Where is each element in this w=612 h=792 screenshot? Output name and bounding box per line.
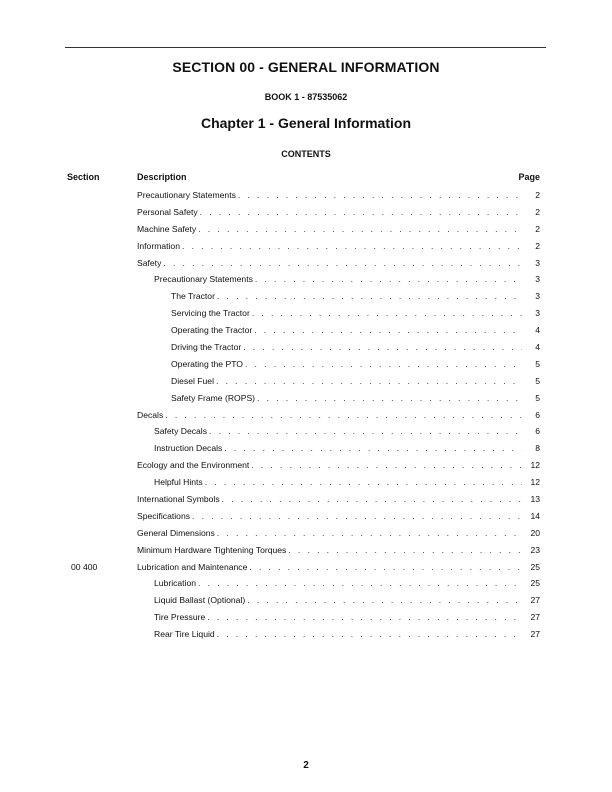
toc-entry-page: 3 (535, 257, 540, 268)
dot-leader (245, 356, 522, 373)
toc-entry-title: Rear Tire Liquid (154, 629, 215, 640)
dot-leader (192, 508, 522, 525)
chapter-title: Chapter 1 - General Information (200, 115, 412, 131)
toc-entry-link[interactable] (154, 609, 540, 626)
toc-entry-link[interactable] (154, 271, 540, 288)
dot-leader (207, 609, 522, 626)
toc-entry-link[interactable] (137, 559, 540, 576)
toc-entry-page: 27 (530, 629, 540, 640)
dot-leader (255, 271, 522, 288)
toc-entry-page: 3 (535, 274, 540, 285)
toc-entry-title: Safety Frame (ROPS) (171, 392, 256, 403)
toc-entry-link[interactable] (137, 525, 540, 542)
toc-entry-link[interactable] (154, 592, 540, 609)
toc-entry-title: Helpful Hints (154, 477, 203, 488)
toc-row (0, 322, 612, 339)
toc-entry-link[interactable] (171, 390, 540, 407)
toc-entry-page: 2 (535, 190, 540, 200)
toc-entry-link[interactable] (154, 423, 540, 440)
toc-entry-link[interactable] (137, 238, 540, 255)
dot-leader (252, 305, 522, 322)
toc-entry-page: 25 (530, 561, 540, 572)
toc-entry-title: Precautionary Statements (137, 190, 236, 200)
toc-row (0, 356, 612, 373)
toc-row (0, 491, 612, 508)
toc-entry-page: 4 (535, 342, 540, 353)
column-header-page: Page (518, 172, 540, 182)
toc-section-code: 00 400 (71, 561, 98, 572)
toc-entry-link[interactable] (137, 255, 540, 272)
book-number: BOOK 1 - 87535062 (264, 92, 348, 102)
toc-entry-title: Instruction Decals (154, 443, 223, 454)
toc-entry-link[interactable] (171, 288, 540, 305)
toc-entry-link[interactable] (137, 187, 540, 204)
dot-leader (198, 575, 522, 592)
toc-row (0, 525, 612, 542)
contents-heading: CONTENTS (281, 149, 331, 159)
toc-entry-title: General Dimensions (137, 527, 215, 538)
toc-row (0, 221, 612, 238)
toc-entry-page: 5 (535, 358, 540, 369)
toc-entry-title: Minimum Hardware Tightening Torques (137, 544, 287, 555)
toc-row (0, 474, 612, 491)
toc-entry-page: 23 (530, 544, 540, 555)
dot-leader (163, 255, 522, 272)
toc-entry-page: 27 (530, 612, 540, 623)
toc-entry-title: Servicing the Tractor (171, 308, 250, 319)
toc-entry-title: Liquid Ballast (Optional) (154, 595, 246, 606)
toc-entry-title: Machine Safety (137, 223, 197, 234)
toc-entry-title: Operating the PTO (171, 358, 243, 369)
dot-leader (251, 457, 522, 474)
toc-entry-link[interactable] (137, 221, 540, 238)
column-header-section: Section (67, 172, 100, 182)
toc-entry-link[interactable] (137, 508, 540, 525)
toc-entry-link[interactable] (154, 440, 540, 457)
dot-leader (216, 373, 522, 390)
dot-leader (217, 626, 522, 643)
toc-row (0, 423, 612, 440)
dot-leader (257, 390, 522, 407)
toc-entry-title: Safety Decals (154, 426, 208, 437)
toc-row (0, 440, 612, 457)
toc-entry-title: Diesel Fuel (171, 375, 214, 386)
dot-leader (217, 525, 522, 542)
dot-leader (209, 423, 522, 440)
toc-row (0, 204, 612, 221)
toc-row (0, 626, 612, 643)
toc-entry-page: 12 (530, 477, 540, 488)
toc-entry-page: 8 (535, 443, 540, 454)
toc-entry-link[interactable] (137, 542, 540, 559)
toc-entry-page: 6 (535, 409, 540, 420)
toc-entry-page: 3 (535, 291, 540, 302)
toc-row (0, 559, 612, 576)
page-number: 2 (303, 760, 309, 771)
dot-leader (247, 592, 522, 609)
toc-entry-link[interactable] (154, 575, 540, 592)
toc-entry-page: 6 (535, 426, 540, 437)
toc-row (0, 339, 612, 356)
toc-entry-title: Personal Safety (137, 206, 198, 217)
toc-entry-title: Ecology and the Environment (137, 460, 250, 471)
toc-entry-page: 25 (530, 578, 540, 589)
top-divider (65, 47, 546, 48)
dot-leader (182, 238, 522, 255)
toc-entry-title: International Symbols (137, 494, 220, 505)
toc-row (0, 575, 612, 592)
toc-entry-title: Information (137, 240, 180, 251)
toc-row (0, 542, 612, 559)
dot-leader (288, 542, 522, 559)
toc-entry-title: Tire Pressure (154, 612, 206, 623)
toc-row (0, 238, 612, 255)
toc-row (0, 390, 612, 407)
dot-leader (249, 559, 522, 576)
dot-leader (222, 491, 522, 508)
toc-row (0, 288, 612, 305)
toc-entry-title: Lubrication (154, 578, 197, 589)
table-of-contents (0, 187, 612, 643)
toc-row (0, 407, 612, 424)
toc-entry-title: Safety (137, 257, 162, 268)
toc-entry-link[interactable] (137, 457, 540, 474)
toc-entry-page: 2 (535, 223, 540, 234)
dot-leader (254, 322, 522, 339)
toc-entry-page: 12 (530, 460, 540, 471)
toc-entry-link[interactable] (137, 407, 540, 424)
toc-entry-page: 27 (530, 595, 540, 606)
toc-entry-link[interactable] (137, 204, 540, 221)
toc-entry-title: The Tractor (171, 291, 215, 302)
toc-entry-title: Lubrication and Maintenance (137, 561, 248, 572)
toc-entry-page: 3 (535, 308, 540, 319)
toc-entry-link[interactable] (171, 305, 540, 322)
toc-entry-page: 4 (535, 325, 540, 336)
toc-entry-link[interactable] (171, 356, 540, 373)
toc-entry-link[interactable] (171, 339, 540, 356)
dot-leader (165, 407, 522, 424)
toc-entry-title: Driving the Tractor (171, 342, 242, 353)
toc-entry-title: Precautionary Statements (154, 274, 253, 285)
toc-entry-page: 14 (530, 510, 540, 521)
section-title: SECTION 00 - GENERAL INFORMATION (172, 59, 440, 75)
toc-row (0, 305, 612, 322)
toc-row (0, 187, 612, 204)
toc-entry-page: 20 (530, 527, 540, 538)
toc-row (0, 255, 612, 272)
toc-row (0, 373, 612, 390)
toc-entry-link[interactable] (171, 322, 540, 339)
toc-row (0, 609, 612, 626)
toc-entry-page: 2 (535, 206, 540, 217)
dot-leader (238, 187, 522, 204)
dot-leader (243, 339, 522, 356)
dot-leader (200, 204, 522, 221)
toc-row (0, 508, 612, 525)
toc-entry-page: 5 (535, 375, 540, 386)
toc-entry-title: Operating the Tractor (171, 325, 253, 336)
toc-entry-page: 2 (535, 240, 540, 251)
dot-leader (224, 440, 522, 457)
dot-leader (198, 221, 522, 238)
toc-row (0, 457, 612, 474)
toc-entry-link[interactable] (154, 626, 540, 643)
dot-leader (205, 474, 522, 491)
toc-entry-link[interactable] (137, 491, 540, 508)
dot-leader (217, 288, 522, 305)
toc-entry-page: 13 (530, 494, 540, 505)
toc-entry-page: 5 (535, 392, 540, 403)
toc-entry-title: Decals (137, 409, 164, 420)
toc-row (0, 592, 612, 609)
toc-entry-link[interactable] (171, 373, 540, 390)
toc-row (0, 271, 612, 288)
toc-entry-title: Specifications (137, 510, 191, 521)
toc-entry-link[interactable] (154, 474, 540, 491)
column-header-description: Description (137, 172, 187, 182)
